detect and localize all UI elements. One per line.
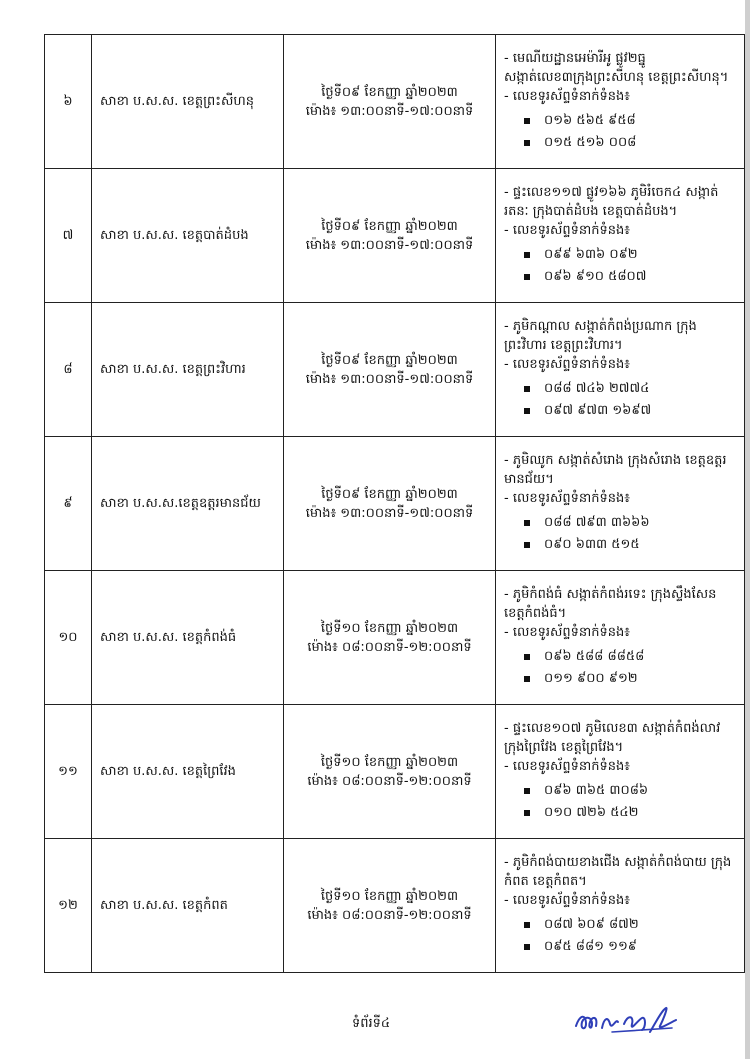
branch-name: សាខា ប.ស.ស. ខេត្តព្រះសីហនុ: [92, 35, 284, 169]
address-text: - ផ្ទះលេខ១១៧ ផ្លូវ១៦៦ ភូមិរំចេក៤ សង្កាត់រតនៈ ក្រុងបាត់ដំបង ខេត្តបាត់ដំបង។: [504, 185, 719, 219]
row-number: ៦: [45, 35, 92, 169]
phone-number: ០៩៦ ៩១០ ៥៨០៧: [536, 266, 738, 288]
schedule-time: ម៉ោង៖ ០៨:០០នាទី-១២:០០នាទី: [307, 773, 472, 789]
schedule-time: ម៉ោង៖ ០៨:០០នាទី-១២:០០នាទី: [307, 907, 472, 923]
contact-cell: [496, 437, 745, 571]
phone-list: [504, 646, 738, 690]
row-number: ៩: [45, 437, 92, 571]
contact-cell: [496, 705, 745, 839]
phone-label: - លេខទូរស័ព្ទទំនាក់ទំនង៖: [504, 491, 630, 506]
branch-name: សាខា ប.ស.ស. ខេត្តព្រៃវែង: [92, 705, 284, 839]
address-text: - មេណីយដ្ឋានអេម៉ារីអូ ផ្លូវ២ធ្នូ សង្កាត់លេខ៣ក្រុងព្រះសីហនុ ខេត្តព្រះសីហនុ។: [504, 51, 729, 85]
table-row: [45, 437, 745, 571]
schedule-time: ម៉ោង៖ ១៣:០០នាទី-១៧:០០នាទី: [305, 103, 474, 119]
phone-list: [504, 378, 738, 422]
page-edge: [745, 0, 750, 1059]
table-row: [45, 169, 745, 303]
phone-number: ០៨៧ ៦០៩ ៨៧២: [536, 914, 738, 936]
schedule-cell: [284, 839, 496, 973]
phone-label: - លេខទូរស័ព្ទទំនាក់ទំនង៖: [504, 625, 630, 640]
row-number: ១០: [45, 571, 92, 705]
phone-list: [504, 780, 738, 824]
schedule-cell: [284, 35, 496, 169]
address-text: - ភូមិកំពង់បាយខាងជើង សង្កាត់កំពង់បាយ ក្រុងកំពត ខេត្តកំពត។: [504, 855, 732, 889]
phone-number: ០៩៩ ៦៣៦ ០៩២: [536, 244, 738, 266]
schedule-cell: [284, 437, 496, 571]
schedule-time: ម៉ោង៖ ១៣:០០នាទី-១៧:០០នាទី: [305, 371, 474, 387]
phone-label: - លេខទូរស័ព្ទទំនាក់ទំនង៖: [504, 357, 630, 372]
contact-cell: [496, 169, 745, 303]
branch-name: សាខា ប.ស.ស. ខេត្តកំពង់ធំ: [92, 571, 284, 705]
phone-list: [504, 512, 738, 556]
row-number: ១១: [45, 705, 92, 839]
schedule-time: ម៉ោង៖ ១៣:០០នាទី-១៧:០០នាទី: [305, 237, 474, 253]
table-row: [45, 35, 745, 169]
address-text: - ភូមិកំពង់ធំ សង្កាត់កំពង់រទេះ ក្រុងស្ទឹងសែន ខេត្តកំពង់ធំ។: [504, 587, 717, 621]
phone-number: ០៩៥ ៨៨១ ១១៩: [536, 936, 738, 958]
phone-list: [504, 110, 738, 154]
schedule-date: ថ្ងៃទី១០ ខែកញ្ញា ឆ្នាំ២០២៣: [320, 620, 459, 636]
phone-number: ០១០ ៧២៦ ៥៤២: [536, 802, 738, 824]
phone-number: ០៩០ ៦៣៣ ៥១៥: [536, 534, 738, 556]
schedule-date: ថ្ងៃទី០៩ ខែកញ្ញា ឆ្នាំ២០២៣: [321, 84, 458, 100]
schedule-cell: [284, 303, 496, 437]
address-text: - ភូមិឈូក សង្កាត់សំរោង ក្រុងសំរោង ខេត្តឧត្តរមានជ័យ។: [504, 453, 727, 487]
branch-name: សាខា ប.ស.ស. ខេត្តព្រះវិហារ: [92, 303, 284, 437]
phone-number: ០១១ ៩០០ ៩១២: [536, 668, 738, 690]
contact-cell: [496, 35, 745, 169]
schedule-time: ម៉ោង៖ ០៨:០០នាទី-១២:០០នាទី: [307, 639, 472, 655]
table-row: [45, 571, 745, 705]
phone-list: [504, 244, 738, 288]
phone-label: - លេខទូរស័ព្ទទំនាក់ទំនង៖: [504, 223, 630, 238]
phone-list: [504, 914, 738, 958]
phone-number: ០៨៨ ៧៩៣ ៣៦៦៦: [536, 512, 738, 534]
branch-name: សាខា ប.ស.ស.ខេត្តឧត្តរមានជ័យ: [92, 437, 284, 571]
schedule-date: ថ្ងៃទី១០ ខែកញ្ញា ឆ្នាំ២០២៣: [320, 888, 459, 904]
contact-cell: [496, 571, 745, 705]
phone-number: ០១៥ ៥១៦ ០០៨: [536, 132, 738, 154]
schedule-table-body: [45, 35, 745, 973]
schedule-time: ម៉ោង៖ ១៣:០០នាទី-១៧:០០នាទី: [305, 505, 474, 521]
schedule-table: [44, 34, 745, 973]
schedule-date: ថ្ងៃទី០៩ ខែកញ្ញា ឆ្នាំ២០២៣: [321, 486, 458, 502]
phone-number: ០៨៨ ៧៤៦ ២៧៧៤: [536, 378, 738, 400]
schedule-cell: [284, 169, 496, 303]
table-row: [45, 705, 745, 839]
phone-number: ០៩៦ ៥៨៨ ៨៨៥៨: [536, 646, 738, 668]
schedule-date: ថ្ងៃទី១០ ខែកញ្ញា ឆ្នាំ២០២៣: [320, 754, 459, 770]
address-text: - ភូមិកណ្តាល សង្កាត់កំពង់ប្រណាក ក្រុងព្រះវិហារ ខេត្តព្រះវិហារ។: [504, 319, 697, 353]
contact-cell: [496, 839, 745, 973]
schedule-cell: [284, 571, 496, 705]
row-number: ៧: [45, 169, 92, 303]
row-number: ១២: [45, 839, 92, 973]
branch-name: សាខា ប.ស.ស. ខេត្តបាត់ដំបង: [92, 169, 284, 303]
schedule-date: ថ្ងៃទី០៩ ខែកញ្ញា ឆ្នាំ២០២៣: [321, 218, 458, 234]
phone-label: - លេខទូរស័ព្ទទំនាក់ទំនង៖: [504, 89, 630, 104]
contact-cell: [496, 303, 745, 437]
table-row: [45, 303, 745, 437]
signature: [572, 1004, 682, 1042]
handwritten-signature-icon: [572, 1004, 682, 1038]
phone-number: ០៩៧ ៩៧៣ ១៦៩៧: [536, 400, 738, 422]
schedule-cell: [284, 705, 496, 839]
address-text: - ផ្ទះលេខ១០៧ ភូមិលេខ៣ សង្កាត់កំពង់លាវ ក្រុងព្រៃវែង ខេត្តព្រៃវែង។: [504, 721, 721, 755]
page-number: ទំព័រទី៤: [352, 1016, 391, 1031]
table-row: [45, 839, 745, 973]
phone-number: ០៩៦ ៣៦៥ ៣០៨៦: [536, 780, 738, 802]
schedule-date: ថ្ងៃទី០៩ ខែកញ្ញា ឆ្នាំ២០២៣: [321, 352, 458, 368]
branch-name: សាខា ប.ស.ស. ខេត្តកំពត: [92, 839, 284, 973]
phone-number: ០១៦ ៥៦៥ ៩៥៨: [536, 110, 738, 132]
phone-label: - លេខទូរស័ព្ទទំនាក់ទំនង៖: [504, 893, 630, 908]
phone-label: - លេខទូរស័ព្ទទំនាក់ទំនង៖: [504, 759, 630, 774]
row-number: ៨: [45, 303, 92, 437]
